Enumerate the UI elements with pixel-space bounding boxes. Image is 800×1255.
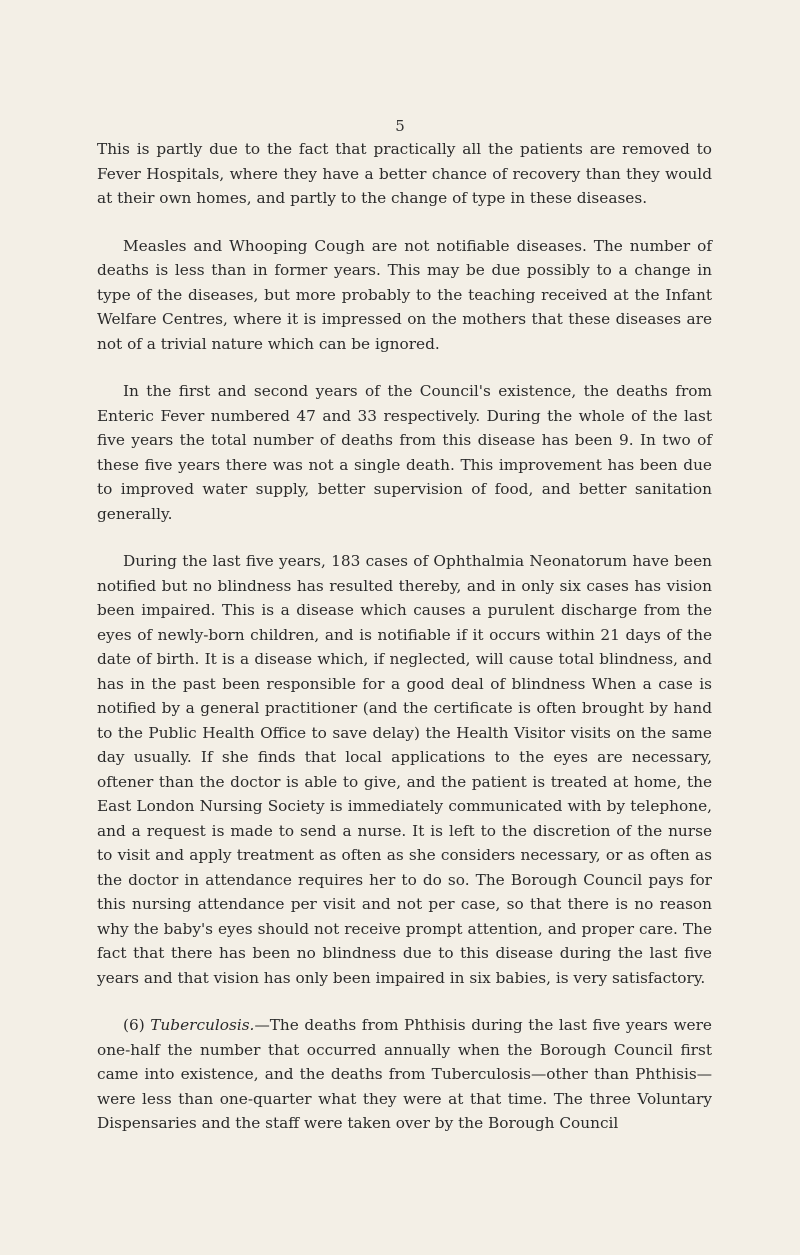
section-text: —The deaths from Phthisis during the last five years were one-half the number that occurred annually when the Borough Council first came into existence, and the deaths from Tuberculosis—other than Phthisis—were less than one-quarter what they were at that time. The three Voluntary Dispensaries and the staff were taken over by the Borough Council [97, 1016, 712, 1132]
body-text [97, 137, 712, 1136]
paragraph-enteric-fever: In the first and second years of the Council's existence, the deaths from Enteric Fever numbered 47 and 33 respectively. During the whole of the last five years the total number of deaths from this disease has been 9. In two of these five years there was not a single death. This improvement has been due to improved water supply, better supervision of food, and better sanitation generally. [97, 382, 712, 523]
paragraph-ophthalmia-neonatorum: During the last five years, 183 cases of Ophthalmia Neonatorum have been notified but no blindness has resulted thereby, and in only six cases has vision been impaired. This is a disease which causes a purulent discharge from the eyes of newly-born children, and is notifiable if it occurs within 21 days of the date of birth. It is a disease which, if neglected, will cause total blindness, and has in the past been responsible for a good deal of blindness When a case is notified by a general practitioner (and the certificate is often brought by hand to the Public Health Office to save delay) the Health Visitor visits on the same day usually. If she finds that local applications to the eyes are necessary, oftener than the doctor is able to give, and the patient is treated at home, the East London Nursing Society is immediately communicated with by telephone, and a request is made to send a nurse. It is left to the discretion of the nurse to visit and apply treatment as often as she considers necessary, or as often as the doctor in attendance requires her to do so. The Borough Council pays for this nursing attendance per visit and not per case, so that there is no reason why the baby's eyes should not receive prompt attention, and proper care. The fact that there has been no blindness due to this disease during the last five years and that vision has only been impaired in six babies, is very satisfactory. [97, 552, 712, 987]
paragraph-tuberculosis [97, 1013, 712, 1136]
section-number: (6) [123, 1016, 145, 1034]
section-title: Tuberculosis. [150, 1016, 255, 1034]
page-number: 5 [395, 117, 405, 135]
paragraph-fever-hospitals: This is partly due to the fact that practically all the patients are removed to Fever Hospitals, where they have a better chance of recovery than they would at their own homes, and partly to the change of type in these diseases. [97, 140, 712, 207]
paragraph-measles-whooping-cough: Measles and Whooping Cough are not notifiable diseases. The number of deaths is less than in former years. This may be due possibly to a change in type of the diseases, but more probably to the teaching received at the Infant Welfare Centres, where it is impressed on the mothers that these diseases are not of a trivial nature which can be ignored. [97, 236, 712, 353]
